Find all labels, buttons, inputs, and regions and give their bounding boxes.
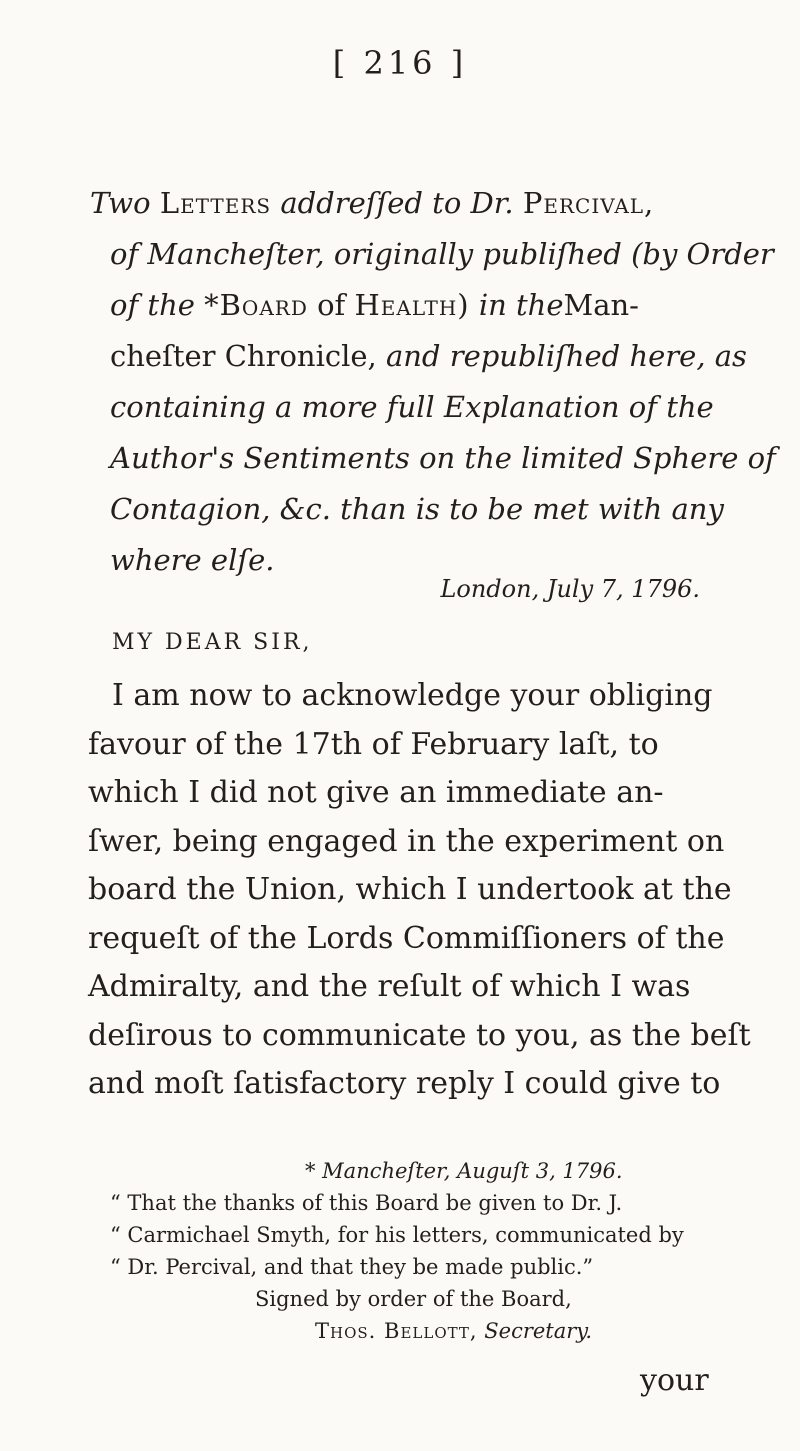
- letter-salutation: MY DEAR SIR,: [112, 630, 313, 655]
- body-line: I am now to acknowledge your obliging: [112, 678, 713, 713]
- title-line-8: where elſe.: [110, 543, 275, 577]
- body-line: favour of the 17th of February laſt, to: [88, 726, 659, 762]
- section-title: [90, 178, 776, 586]
- title-line-1: [90, 178, 725, 229]
- footnote-dateline: * Mancheſter, Auguſt 3, 1796.: [305, 1159, 623, 1183]
- body-line: requeſt of the Lords Commiſſioners of the: [88, 920, 725, 956]
- title-letters: Letters: [159, 186, 272, 220]
- catchword: your: [640, 1363, 709, 1398]
- title-of-the: of the: [110, 288, 195, 322]
- secretary-name: Thos. Bellott,: [315, 1319, 478, 1343]
- body-line: ſwer, being engaged in the experiment on: [88, 823, 725, 859]
- title-line-4: [90, 331, 747, 382]
- title-man: Man-: [563, 288, 639, 322]
- title-of: of: [317, 288, 346, 322]
- title-chronicle: cheſter Chronicle,: [110, 339, 377, 373]
- body-line: Admiralty, and the reſult of which I was: [88, 969, 691, 1004]
- footnote: [80, 1155, 730, 1347]
- body-line: deſirous to communicate to you, as the beſt: [88, 1017, 751, 1053]
- secretary-title: Secretary.: [484, 1319, 593, 1343]
- title-health: Health): [354, 288, 470, 322]
- title-line-3: [90, 280, 725, 331]
- body-line: and moſt ſatisfactory reply I could give to: [88, 1066, 721, 1101]
- footnote-signature: [80, 1315, 730, 1347]
- footnote-line: “ Carmichael Smyth, for his letters, communicated by: [110, 1223, 684, 1247]
- footnote-line: “ Dr. Percival, and that they be made public.”: [110, 1255, 594, 1279]
- title-republished: and republiſhed here, as: [385, 339, 747, 373]
- title-two: Two: [90, 186, 151, 220]
- body-line: which I did not give an immediate an-: [88, 775, 664, 810]
- letter-dateline: London, July 7, 1796.: [440, 575, 700, 603]
- title-addressed: addreſſed to Dr.: [280, 186, 514, 220]
- letter-body: [88, 672, 751, 1109]
- footnote-line: “ That the thanks of this Board be given to Dr. J.: [110, 1191, 623, 1215]
- title-board: *Board: [204, 288, 308, 322]
- title-line-7: Contagion, &c. than is to be met with any: [110, 492, 724, 526]
- page-number: [ 216 ]: [332, 44, 468, 82]
- title-line-5: containing a more full Explanation of the: [110, 390, 714, 424]
- title-line-2: of Mancheſter, originally publiſhed (by Order: [110, 237, 774, 271]
- body-line: board the Union, which I undertook at the: [88, 872, 732, 907]
- title-line-6: Author's Sentiments on the limited Sphere of: [110, 441, 776, 475]
- footnote-signed: Signed by order of the Board,: [255, 1287, 572, 1311]
- title-in-the: in the: [478, 288, 564, 322]
- title-percival: Percival,: [522, 186, 655, 220]
